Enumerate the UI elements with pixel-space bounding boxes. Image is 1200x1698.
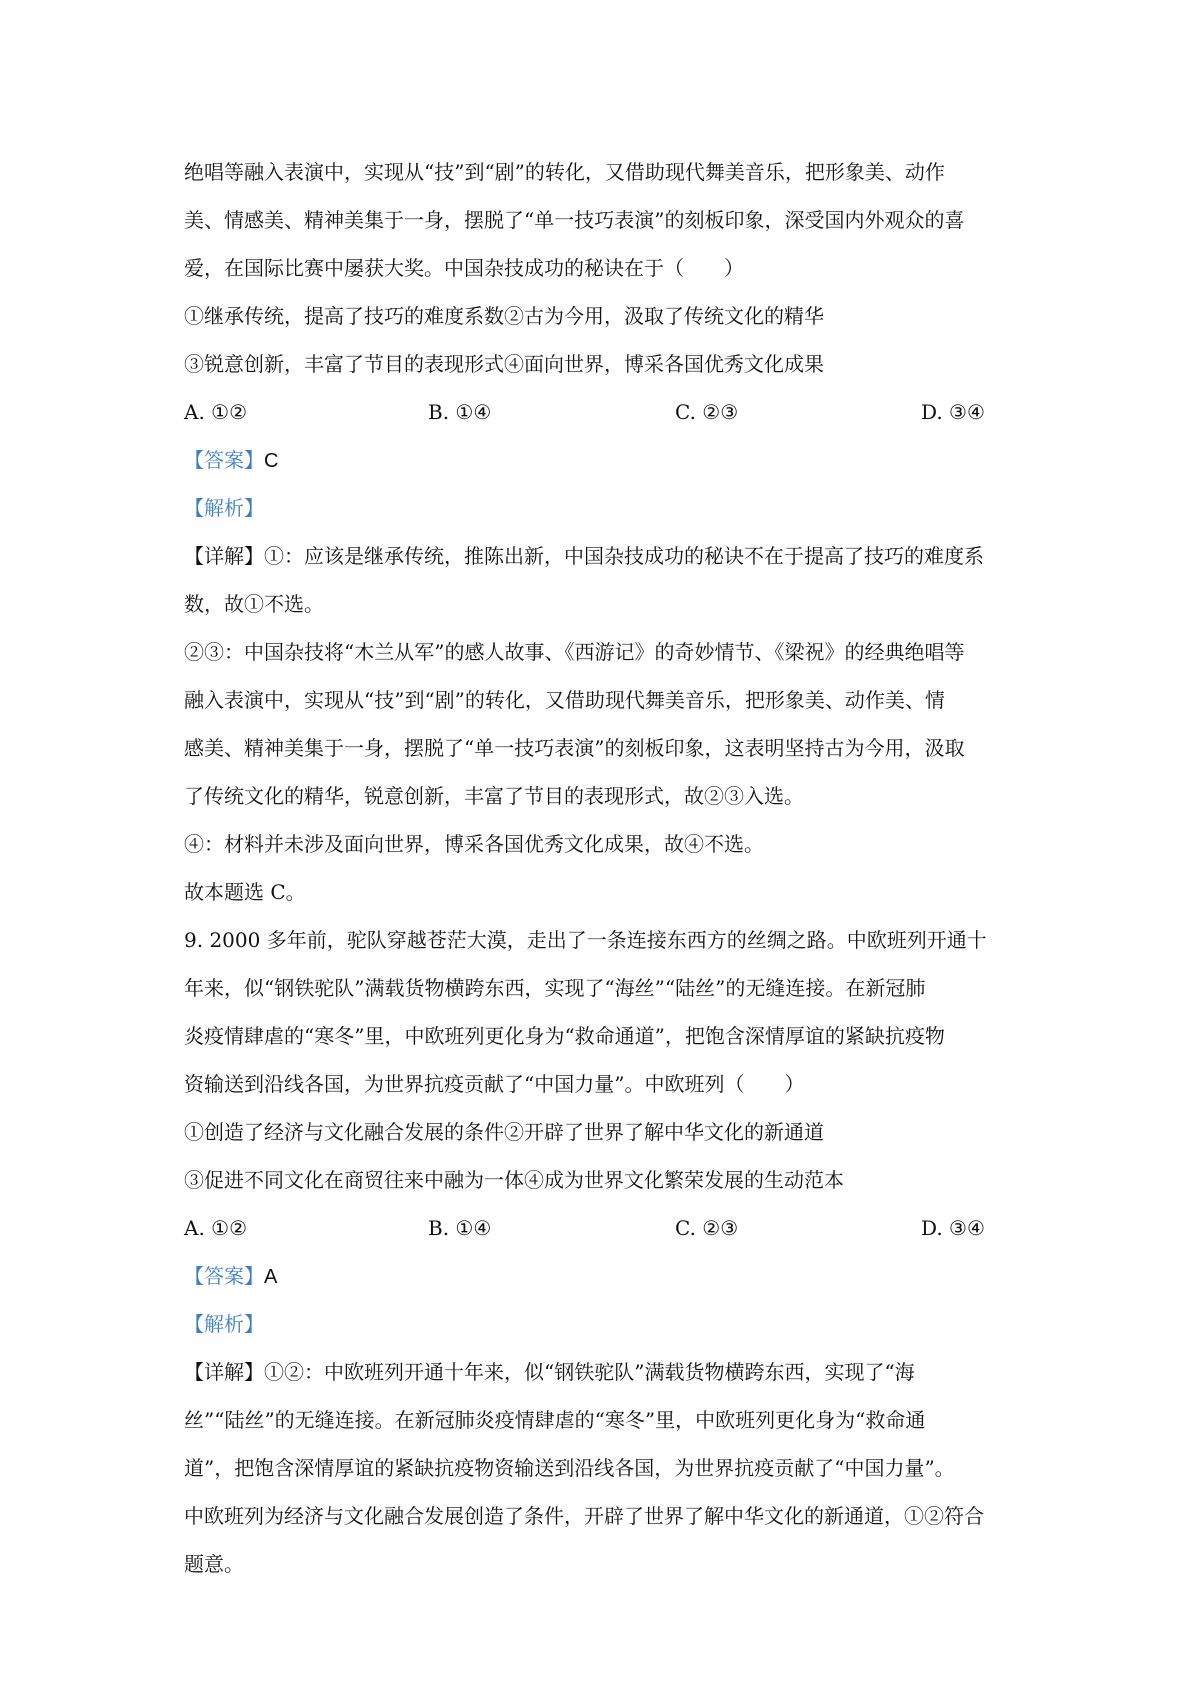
q9-stem-line: 年来，似“钢铁驼队”满载货物横跨东西，实现了“海丝”“陆丝”的无缝连接。在新冠肺 bbox=[184, 976, 926, 1000]
q9-statement: ③促进不同文化在商贸往来中融为一体④成为世界文化繁荣发展的生动范本 bbox=[184, 1168, 844, 1192]
q9-detail-line: 【详解】①②：中欧班列开通十年来，似“钢铁驼队”满载货物横跨东西，实现了“海 bbox=[184, 1360, 915, 1384]
q8-statement: ①继承传统，提高了技巧的难度系数②古为今用，汲取了传统文化的精华 bbox=[184, 304, 824, 328]
q8-detail-line: 感美、精神美集于一身，摆脱了“单一技巧表演”的刻板印象，这表明坚持古为今用，汲取 bbox=[184, 736, 965, 760]
q9-option-d: D. ③④ bbox=[921, 1216, 985, 1240]
page-content bbox=[184, 148, 1024, 1588]
q9-detail-line: 题意。 bbox=[184, 1552, 244, 1576]
q8-detail-line: ④：材料并未涉及面向世界，博采各国优秀文化成果，故④不选。 bbox=[184, 832, 764, 856]
q8-statement: ③锐意创新，丰富了节目的表现形式④面向世界，博采各国优秀文化成果 bbox=[184, 352, 824, 376]
q8-option-c: C. ②③ bbox=[675, 400, 739, 424]
q8-analysis bbox=[184, 484, 1024, 532]
q8-detail-line: ②③：中国杂技将“木兰从军”的感人故事、《西游记》的奇妙情节、《梁祝》的经典绝唱等 bbox=[184, 640, 965, 664]
q9-stem-line: 资输送到沿线各国，为世界抗疫贡献了“中国力量”。中欧班列（ ） bbox=[184, 1072, 805, 1096]
q9-stem-line: 炎疫情肆虐的“寒冬”里，中欧班列更化身为“救命通道”，把饱含深情厚谊的紧缺抗疫物 bbox=[184, 1024, 945, 1048]
q8-option-b: B. ①④ bbox=[428, 400, 492, 424]
q8-detail-line: 数，故①不选。 bbox=[184, 592, 324, 616]
q9-option-c: C. ②③ bbox=[675, 1216, 739, 1240]
q8-option-d: D. ③④ bbox=[921, 400, 985, 424]
q9-detail-line: 丝”“陆丝”的无缝连接。在新冠肺炎疫情肆虐的“寒冬”里，中欧班列更化身为“救命通 bbox=[184, 1408, 926, 1432]
q9-answer-value: A bbox=[264, 1266, 278, 1288]
q8-answer bbox=[184, 436, 1024, 484]
q9-statement: ①创造了经济与文化融合发展的条件②开辟了世界了解中华文化的新通道 bbox=[184, 1120, 824, 1144]
q8-stem-line: 绝唱等融入表演中，实现从“技”到“剧”的转化，又借助现代舞美音乐，把形象美、动作 bbox=[184, 160, 945, 184]
q8-analysis-tag: 【解析】 bbox=[184, 496, 264, 520]
q8-detail-line: 故本题选 C。 bbox=[184, 880, 306, 904]
q9-analysis-tag: 【解析】 bbox=[184, 1312, 264, 1336]
q9-detail-line: 中欧班列为经济与文化融合发展创造了条件，开辟了世界了解中华文化的新通道，①②符合 bbox=[184, 1504, 984, 1528]
q8-option-a: A. ①② bbox=[184, 400, 248, 424]
q8-stem-line: 爱，在国际比赛中屡获大奖。中国杂技成功的秘诀在于（ ） bbox=[184, 256, 744, 280]
q9-analysis bbox=[184, 1300, 1024, 1348]
q9-detail-line: 道”，把饱含深情厚谊的紧缺抗疫物资输送到沿线各国，为世界抗疫贡献了“中国力量”。 bbox=[184, 1456, 955, 1480]
q8-options bbox=[184, 388, 1024, 436]
q8-detail-line: 了传统文化的精华，锐意创新，丰富了节目的表现形式，故②③入选。 bbox=[184, 784, 804, 808]
q9-options bbox=[184, 1204, 1024, 1252]
q9-option-b: B. ①④ bbox=[428, 1216, 492, 1240]
q8-answer-tag: 【答案】 bbox=[184, 448, 264, 472]
q9-answer bbox=[184, 1252, 1024, 1300]
q8-detail-line: 融入表演中，实现从“技”到“剧”的转化，又借助现代舞美音乐，把形象美、动作美、情 bbox=[184, 688, 945, 712]
q8-detail-line: 【详解】①：应该是继承传统，推陈出新，中国杂技成功的秘诀不在于提高了技巧的难度系 bbox=[184, 544, 984, 568]
q8-answer-value: C bbox=[264, 450, 279, 472]
q8-stem-line: 美、情感美、精神美集于一身，摆脱了“单一技巧表演”的刻板印象，深受国内外观众的喜 bbox=[184, 208, 965, 232]
q9-option-a: A. ①② bbox=[184, 1216, 248, 1240]
q9-stem-line: 9. 2000 多年前，驼队穿越苍茫大漠，走出了一条连接东西方的丝绸之路。中欧班列开通十 bbox=[184, 928, 987, 952]
q9-answer-tag: 【答案】 bbox=[184, 1264, 264, 1288]
